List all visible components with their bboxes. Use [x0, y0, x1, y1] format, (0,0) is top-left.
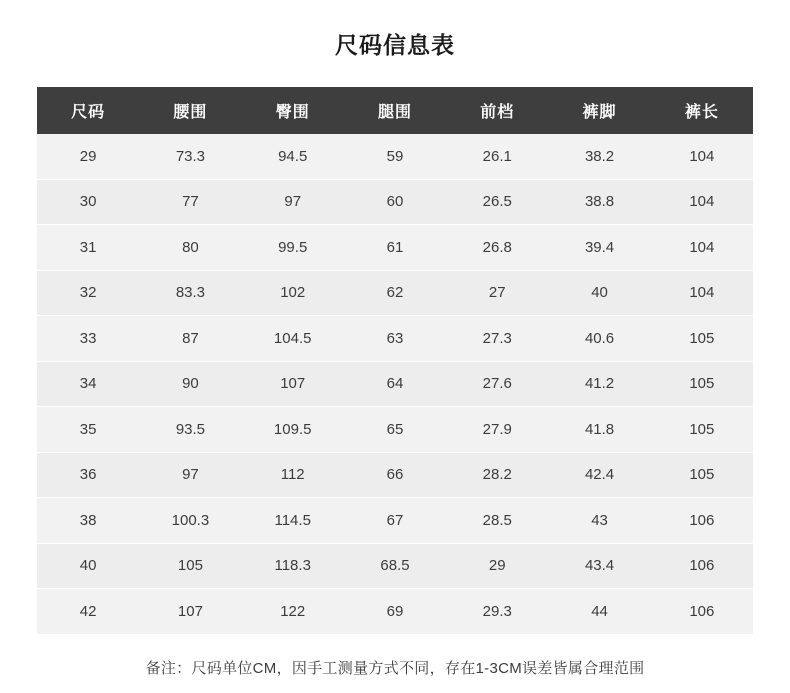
cell-size: 32 [37, 270, 139, 316]
cell-length: 106 [651, 543, 753, 589]
cell-length: 104 [651, 225, 753, 271]
cell-hip: 122 [242, 589, 344, 635]
cell-hip: 104.5 [242, 316, 344, 362]
cell-size: 36 [37, 452, 139, 498]
cell-waist: 90 [139, 361, 241, 407]
cell-thigh: 69 [344, 589, 446, 635]
cell-hem: 43 [548, 498, 650, 544]
table-row [37, 543, 753, 589]
cell-hem: 43.4 [548, 543, 650, 589]
cell-hip: 102 [242, 270, 344, 316]
cell-length: 104 [651, 134, 753, 179]
size-information-table [37, 87, 753, 635]
cell-hip: 118.3 [242, 543, 344, 589]
table-row [37, 134, 753, 179]
cell-thigh: 66 [344, 452, 446, 498]
cell-hem: 40 [548, 270, 650, 316]
cell-hem: 38.2 [548, 134, 650, 179]
cell-waist: 105 [139, 543, 241, 589]
column-header-rise: 前档 [446, 87, 548, 134]
cell-hip: 99.5 [242, 225, 344, 271]
table-header [37, 87, 753, 134]
cell-hem: 41.8 [548, 407, 650, 453]
cell-rise: 29 [446, 543, 548, 589]
table-row [37, 361, 753, 407]
cell-hip: 94.5 [242, 134, 344, 179]
cell-rise: 26.8 [446, 225, 548, 271]
table-row [37, 407, 753, 453]
cell-hip: 109.5 [242, 407, 344, 453]
table-row [37, 498, 753, 544]
cell-length: 106 [651, 498, 753, 544]
column-header-thigh: 腿围 [344, 87, 446, 134]
cell-rise: 26.1 [446, 134, 548, 179]
column-header-hem: 裤脚 [548, 87, 650, 134]
cell-thigh: 62 [344, 270, 446, 316]
cell-hip: 114.5 [242, 498, 344, 544]
size-table-container [37, 87, 753, 635]
cell-size: 29 [37, 134, 139, 179]
cell-rise: 27 [446, 270, 548, 316]
cell-length: 104 [651, 270, 753, 316]
cell-rise: 29.3 [446, 589, 548, 635]
page-title: 尺码信息表 [335, 32, 455, 58]
measurement-note: 备注：尺码单位CM，因手工测量方式不同，存在1-3CM误差皆属合理范围 [145, 659, 645, 677]
table-row [37, 452, 753, 498]
cell-waist: 107 [139, 589, 241, 635]
cell-hem: 42.4 [548, 452, 650, 498]
cell-size: 38 [37, 498, 139, 544]
cell-size: 40 [37, 543, 139, 589]
cell-length: 106 [651, 589, 753, 635]
cell-size: 35 [37, 407, 139, 453]
cell-hem: 40.6 [548, 316, 650, 362]
cell-size: 33 [37, 316, 139, 362]
cell-thigh: 68.5 [344, 543, 446, 589]
cell-hip: 112 [242, 452, 344, 498]
cell-size: 34 [37, 361, 139, 407]
table-header-row [37, 87, 753, 134]
cell-hem: 38.8 [548, 179, 650, 225]
cell-length: 105 [651, 316, 753, 362]
cell-waist: 73.3 [139, 134, 241, 179]
table-row [37, 316, 753, 362]
table-row [37, 225, 753, 271]
cell-size: 31 [37, 225, 139, 271]
cell-hip: 97 [242, 179, 344, 225]
cell-thigh: 59 [344, 134, 446, 179]
cell-waist: 77 [139, 179, 241, 225]
cell-rise: 27.3 [446, 316, 548, 362]
cell-rise: 28.5 [446, 498, 548, 544]
cell-thigh: 64 [344, 361, 446, 407]
cell-thigh: 63 [344, 316, 446, 362]
cell-rise: 28.2 [446, 452, 548, 498]
table-row [37, 179, 753, 225]
table-row [37, 270, 753, 316]
cell-waist: 97 [139, 452, 241, 498]
column-header-hip: 臀围 [242, 87, 344, 134]
cell-rise: 27.9 [446, 407, 548, 453]
table-body [37, 134, 753, 634]
cell-hem: 39.4 [548, 225, 650, 271]
column-header-length: 裤长 [651, 87, 753, 134]
cell-hem: 41.2 [548, 361, 650, 407]
cell-hem: 44 [548, 589, 650, 635]
cell-waist: 80 [139, 225, 241, 271]
cell-length: 105 [651, 452, 753, 498]
cell-waist: 87 [139, 316, 241, 362]
cell-size: 30 [37, 179, 139, 225]
cell-thigh: 60 [344, 179, 446, 225]
table-row [37, 589, 753, 635]
column-header-waist: 腰围 [139, 87, 241, 134]
cell-waist: 100.3 [139, 498, 241, 544]
cell-length: 105 [651, 407, 753, 453]
cell-rise: 27.6 [446, 361, 548, 407]
cell-waist: 83.3 [139, 270, 241, 316]
cell-thigh: 61 [344, 225, 446, 271]
cell-length: 104 [651, 179, 753, 225]
cell-thigh: 65 [344, 407, 446, 453]
column-header-size: 尺码 [37, 87, 139, 134]
cell-hip: 107 [242, 361, 344, 407]
cell-waist: 93.5 [139, 407, 241, 453]
cell-rise: 26.5 [446, 179, 548, 225]
cell-length: 105 [651, 361, 753, 407]
cell-size: 42 [37, 589, 139, 635]
cell-thigh: 67 [344, 498, 446, 544]
